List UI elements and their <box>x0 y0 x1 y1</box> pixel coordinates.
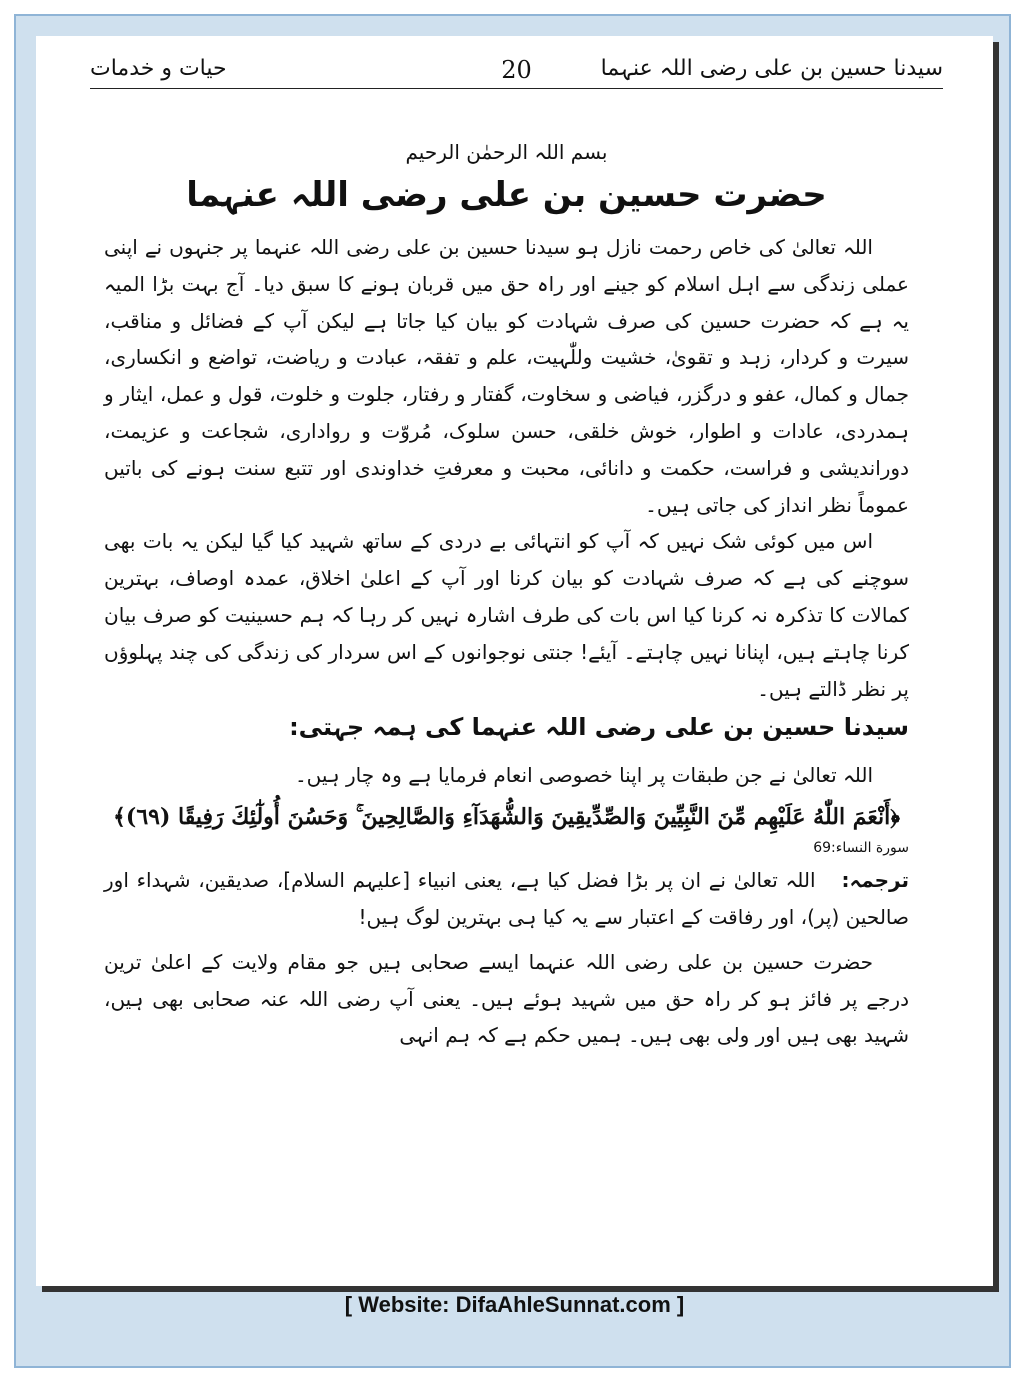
header-page-number: 20 <box>501 56 532 84</box>
header-section-title: حیات و خدمات <box>90 56 227 81</box>
translation-text: اللہ تعالیٰ نے ان پر بڑا فضل کیا ہے، یعنی انبیاء [علیہم السلام]، صدیقین، شہداء اور صالحین (پر)، اور رفاقت کے اعتبار سے یہ کیا ہی بہترین لوگ ہیں! <box>104 868 909 929</box>
translation-label: ترجمہ: <box>841 868 909 893</box>
quran-verse: ﴿أَنْعَمَ اللّٰهُ عَلَيْهِم مِّنَ النَّبِيِّينَ وَالصِّدِّيقِينَ وَالشُّهَدَآءِ وَالصَّالِحِينَ ۚ وَحَسُنَ أُولٰٓئِكَ رَفِيقًا (٦٩)﴾ <box>113 804 900 831</box>
header-book-title: سیدنا حسین بن علی رضی اللہ عنہما <box>600 56 943 81</box>
page-header <box>90 52 943 89</box>
website-footer: [ Website: DifaAhleSunnat.com ] <box>344 1292 685 1317</box>
paragraph-martyrdom: اس میں کوئی شک نہیں کہ آپ کو انتہائی بے دردی کے ساتھ شہید کیا گیا لیکن یہ بات بھی سوچنے کی ہے کہ صرف شہادت کو بیان کرنا اور آپ کے اعلیٰ اخلاق، عمدہ اوصاف، بہترین کمالات کا تذکرہ نہ کرنا کیا اس بات کی طرف اشارہ نہیں کر رہا کہ ہم حسینیت کو صرف بیان کرنا چاہتے ہیں، اپنانا نہیں چاہتے۔ آیئے! جنتی نوجوانوں کے اس سردار کی زندگی کی چند پہلوؤں پر نظر ڈالتے ہیں۔ <box>104 529 909 701</box>
paragraph-companion: حضرت حسین بن علی رضی اللہ عنہما ایسے صحابی ہیں جو مقام ولایت کے اعلیٰ ترین درجے پر فائز ہو کر راہ حق میں شہید ہوئے ہیں۔ یعنی آپ رضی اللہ عنہ صحابی بھی ہیں، شہید بھی ہیں اور ولی بھی ہیں۔ ہمیں حکم ہے کہ ہم انہی <box>104 949 909 1048</box>
paragraph-intro: اللہ تعالیٰ کی خاص رحمت نازل ہو سیدنا حسین بن علی رضی اللہ عنہما پر جنہوں نے اپنی عملی زندگی سے اہل اسلام کو جینے اور راہ حق میں قربان ہونے کا سبق دیا۔ آج بہت بڑا المیہ یہ ہے کہ حضرت حسین کی صرف شہادت کو بیان کیا جاتا ہے لیکن آپ کے فضائل و مناقب، سیرت و کردار، زہد و تقویٰ، خشیت وللّٰہیت، علم و تفقہ، عبادت و ریاضت، تواضع و انکساری، جمال و کمال، عفو و درگزر، فیاضی و سخاوت، گفتار و رفتار، جلوت و خلوت، قول و عمل، ایثار و ہمدردی، عادات و اطوار، خوش خلقی، حسن سلوک، مُروّت و رواداری، شجاعت و عزیمت، دوراندیشی و فراست، حکمت و دانائی، محبت و معرفتِ خداوندی اور تتبع سنت ہونے کی باتیں عموماً نظر انداز کی جاتی ہیں۔ <box>104 235 909 517</box>
section-heading: سیدنا حسین بن علی رضی اللہ عنہما کی ہمہ جہتی: <box>289 713 909 742</box>
verse-translation <box>104 862 909 936</box>
page-content <box>104 140 909 1054</box>
page-title: حضرت حسین بن علی رضی اللہ عنہما <box>186 175 827 215</box>
paragraph-blessed-classes: اللہ تعالیٰ نے جن طبقات پر اپنا خصوصی انعام فرمایا ہے وہ چار ہیں۔ <box>294 763 873 788</box>
bismillah: بسم اللہ الرحمٰن الرحیم <box>405 140 608 164</box>
verse-reference: سورة النساء:69 <box>813 840 909 857</box>
